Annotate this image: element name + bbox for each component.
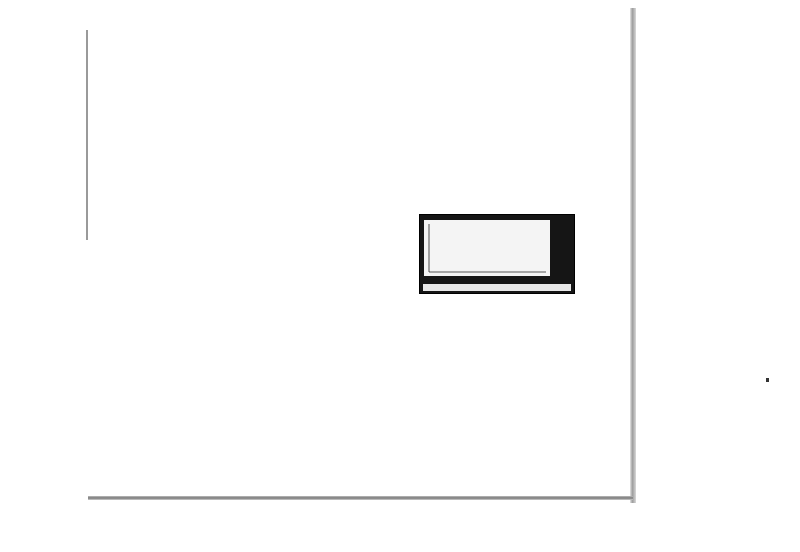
line-graph-svg (424, 220, 550, 276)
status-bar (423, 284, 571, 291)
scan-edge-bottom (88, 496, 633, 500)
scan-speck (766, 378, 769, 382)
scan-edge-right (630, 8, 636, 503)
line-graph-screenshot (419, 214, 575, 294)
line-graph-plot (424, 220, 550, 276)
scan-edge-left (86, 30, 88, 240)
